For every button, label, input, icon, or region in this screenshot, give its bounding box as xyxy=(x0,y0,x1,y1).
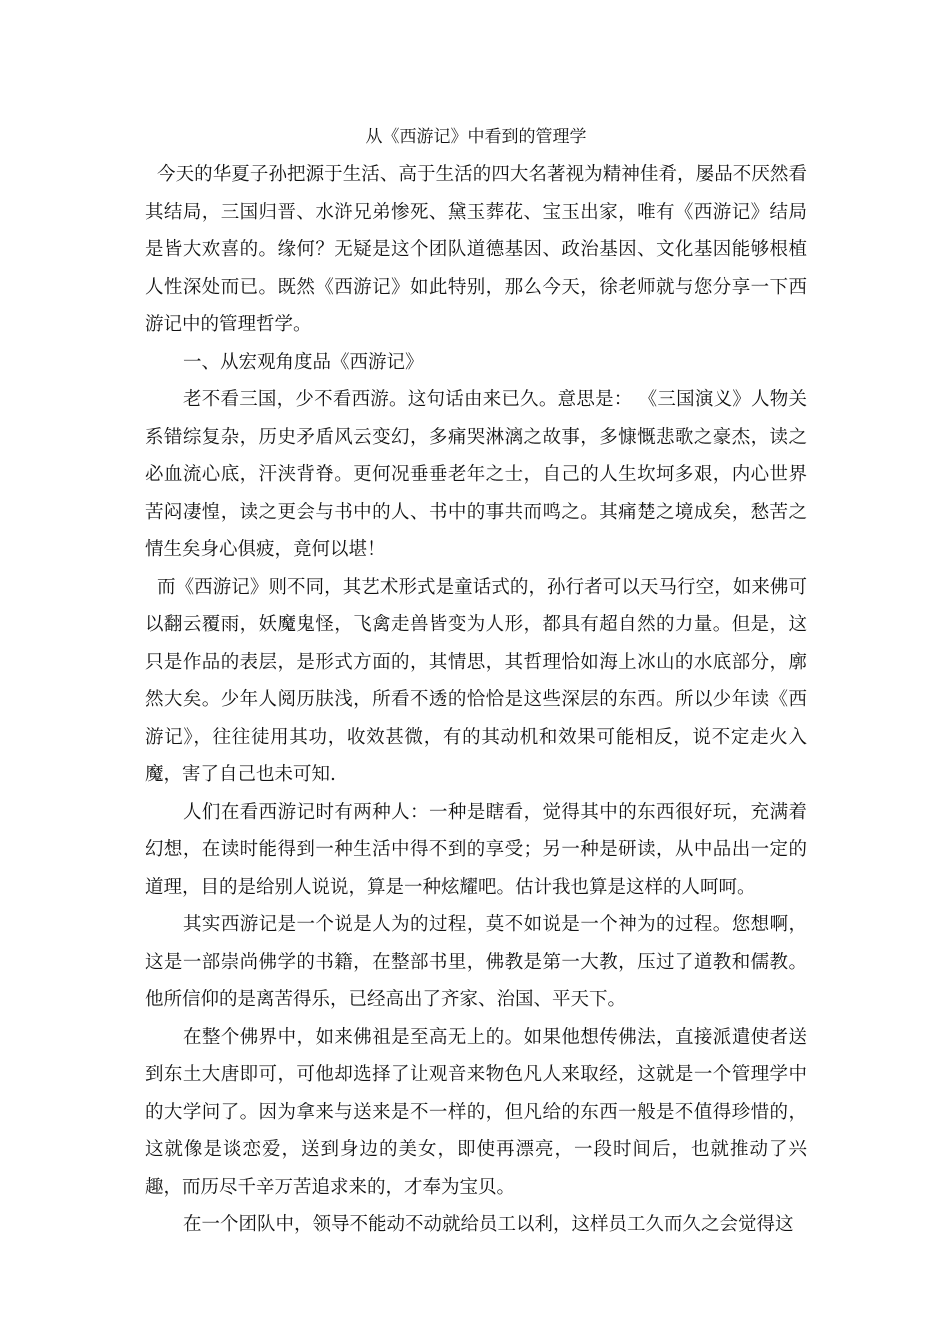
paragraph-intro: 今天的华夏子孙把源于生活、高于生活的四大名著视为精神佳肴，屡品不厌然看其结局，三国归晋、水浒兄弟惨死、黛玉葬花、宝玉出家，唯有《西游记》结局是皆大欢喜的。缘何？无疑是这个团队道德基因、政治基因、文化基因能够根植人性深处而已。既然《西游记》如此特别，那么今天，徐老师就与您分享一下西游记中的管理哲学。 xyxy=(145,164,807,335)
paragraph-divine-process: 其实西游记是一个说是人为的过程，莫不如说是一个神为的过程。您想啊，这是一部崇尚佛学的书籍，在整部书里，佛教是第一大教，压过了道教和儒教。他所信仰的是离苦得乐，已经高出了齐家、治国、平天下。 xyxy=(145,914,807,1010)
paragraph-two-readers: 人们在看西游记时有两种人：一种是瞎看，觉得其中的东西很好玩，充满着幻想，在读时能得到一种生活中得不到的享受；另一种是研读，从中品出一定的道理，目的是给别人说说，算是一种炫耀吧。估计我也算是这样的人呵呵。 xyxy=(145,801,807,898)
section-heading-1: 一、从宏观角度品《西游记》 xyxy=(183,351,424,373)
document-title: 从《西游记》中看到的管理学 xyxy=(365,127,587,147)
paragraph-buddha: 在整个佛界中，如来佛祖是至高无上的。如果他想传佛法，直接派遣使者送到东土大唐即可，可他却选择了让观音来物色凡人来取经，这就是一个管理学中的大学问了。因为拿来与送来是不一样的，但凡给的东西一般是不值得珍惜的，这就像是谈恋爱，送到身边的美女，即使再漂亮，一段时间后，也就推动了兴趣，而历尽千辛万苦追求来的，才奉为宝贝。 xyxy=(145,1026,807,1198)
paragraph-journey-west: 而《西游记》则不同，其艺术形式是童话式的，孙行者可以天马行空，如来佛可以翻云覆雨，妖魔鬼怪，飞禽走兽皆变为人形，都具有超自然的力量。但是，这只是作品的表层，是形式方面的，其情思，其哲理恰如海上冰山的水底部分，廓然大矣。少年人阅历肤浅，所看不透的恰恰是这些深层的东西。所以少年读《西游记》，往往徒用其功，收效甚微，有的其动机和效果可能相反，说不定走火入魔，害了自己也未可知. xyxy=(145,576,807,785)
paragraph-three-kingdoms: 老不看三国，少不看西游。这句话由来已久。意思是： 《三国演义》人物关系错综复杂，历史矛盾风云变幻，多痛哭淋漓之故事，多慷慨悲歌之豪杰，读之必血流心底，汗浃背脊。更何况垂垂老年之士，自己的人生坎坷多艰，内心世界苦闷凄惶，读之更会与书中的人、书中的事共而鸣之。其痛楚之境成矣，愁苦之情生矣身心俱疲，竟何以堪！ xyxy=(145,389,807,560)
paragraph-team-leader: 在一个团队中，领导不能动不动就给员工以利，这样员工久而久之会觉得这 xyxy=(183,1214,794,1235)
document-body xyxy=(145,118,807,1244)
